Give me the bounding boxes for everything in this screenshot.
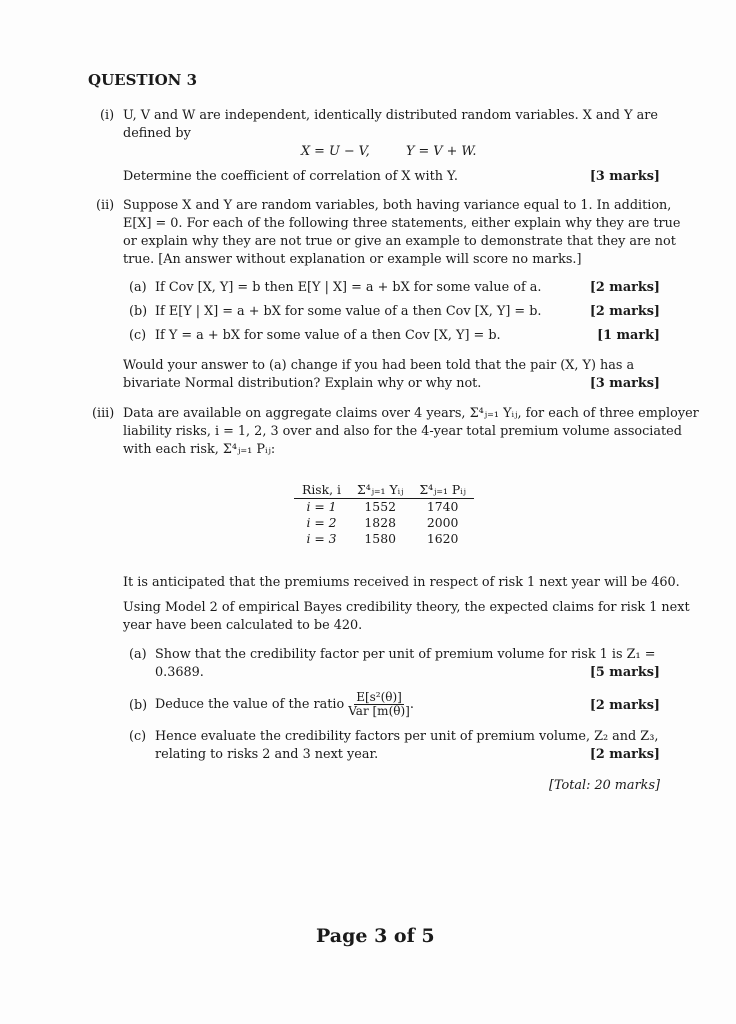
part-ii-a-text: If Cov [X, Y] = b then E[Y | X] = a + bX for some value of a. xyxy=(155,280,542,295)
table-row xyxy=(294,531,474,547)
page-number: Page 3 of 5 xyxy=(316,925,435,947)
equation-y: Y = V + W. xyxy=(406,144,477,159)
part-i-number: (i) xyxy=(100,108,115,123)
part-ii-number: (ii) xyxy=(96,198,115,213)
table-cell: i = 3 xyxy=(306,531,337,546)
table-cell: i = 1 xyxy=(306,499,337,514)
table-cell: 1552 xyxy=(364,499,396,514)
part-ii-followup-marks: [3 marks] xyxy=(589,376,660,391)
part-ii-c-marks: [1 mark] xyxy=(597,328,660,343)
part-iii-c-label: (c) xyxy=(129,729,147,744)
part-ii-line: E[X] = 0. For each of the following three statements, either explain why they are true xyxy=(123,216,681,231)
part-ii-a-label: (a) xyxy=(129,280,147,295)
question-title: QUESTION 3 xyxy=(88,71,198,89)
part-iii-number: (iii) xyxy=(92,406,115,421)
table-row xyxy=(294,499,474,516)
table-row xyxy=(294,515,474,531)
table-header: Σ⁴ⱼ₌₁ Yᵢⱼ xyxy=(349,482,411,499)
part-ii-b-text: If E[Y | X] = a + bX for some value of a then Cov [X, Y] = b. xyxy=(155,304,542,319)
part-i-line2: defined by xyxy=(123,126,191,141)
part-iii-b-text: Deduce the value of the ratio xyxy=(155,697,345,712)
part-iii-a-marks: [5 marks] xyxy=(589,665,660,680)
part-ii-line: or explain why they are not true or give an example to demonstrate that they are not xyxy=(123,234,676,249)
part-iii-para2-line1: Using Model 2 of empirical Bayes credibility theory, the expected claims for risk 1 next xyxy=(123,600,690,615)
part-ii-followup-line1: Would your answer to (a) change if you had been told that the pair (X, Y) has a xyxy=(123,358,635,373)
table-cell: 1740 xyxy=(426,499,459,514)
part-iii-para2-line2: year have been calculated to be 420. xyxy=(123,618,363,633)
fraction-numerator: E[s²(θ)] xyxy=(356,690,402,704)
table-cell: 2000 xyxy=(426,515,459,530)
part-ii-a-marks: [2 marks] xyxy=(589,280,660,295)
part-i-line1: U, V and W are independent, identically distributed random variables. X and Y are xyxy=(123,108,658,123)
part-ii-b-marks: [2 marks] xyxy=(589,304,660,319)
table-cell: 1828 xyxy=(364,515,396,530)
part-iii-c-line2: relating to risks 2 and 3 next year. xyxy=(155,747,379,762)
part-iii-c-line1: Hence evaluate the credibility factors per unit of premium volume, Z₂ and Z₃, xyxy=(155,729,659,744)
part-iii-a-line1: Show that the credibility factor per unit of premium volume for risk 1 is Z₁ = xyxy=(155,647,656,662)
ratio-fraction xyxy=(348,691,410,718)
part-i-marks: [3 marks] xyxy=(589,169,660,184)
part-iii-b-label: (b) xyxy=(129,698,148,713)
part-iii-line3: with each risk, Σ⁴ⱼ₌₁ Pᵢⱼ: xyxy=(123,442,276,457)
part-ii-b-label: (b) xyxy=(129,304,148,319)
part-iii-b-content xyxy=(155,689,414,721)
part-iii-para1: It is anticipated that the premiums received in respect of risk 1 next year will be 460. xyxy=(123,575,680,590)
part-ii-c-label: (c) xyxy=(129,328,147,343)
table-header-row xyxy=(294,482,474,499)
part-ii-followup-line2: bivariate Normal distribution? Explain why or why not. xyxy=(123,376,482,391)
table-cell: i = 2 xyxy=(306,515,337,530)
part-iii-b-marks: [2 marks] xyxy=(589,698,660,713)
table-header: Σ⁴ⱼ₌₁ Pᵢⱼ xyxy=(411,482,474,499)
equation-x: X = U − V, xyxy=(301,144,370,159)
table-cell: 1580 xyxy=(364,531,396,546)
fraction-denominator: Var [m(θ)] xyxy=(348,704,410,718)
part-iii-line2: liability risks, i = 1, 2, 3 over and also for the 4-year total premium volume associated xyxy=(123,424,682,439)
part-ii-line: Suppose X and Y are random variables, both having variance equal to 1. In addition, xyxy=(123,198,672,213)
part-ii-line: true. [An answer without explanation or example will score no marks.] xyxy=(123,252,582,267)
part-ii-c-text: If Y = a + bX for some value of a then Cov [X, Y] = b. xyxy=(155,328,501,343)
part-iii-line1: Data are available on aggregate claims over 4 years, Σ⁴ⱼ₌₁ Yᵢⱼ, for each of three employer xyxy=(123,406,699,421)
part-iii-a-label: (a) xyxy=(129,647,147,662)
fraction-tail: . xyxy=(409,697,414,712)
table-cell: 1620 xyxy=(426,531,459,546)
part-i-task: Determine the coefficient of correlation of X with Y. xyxy=(123,169,458,184)
claims-table xyxy=(294,482,474,547)
table-header: Risk, i xyxy=(294,482,349,499)
total-marks: [Total: 20 marks] xyxy=(548,778,660,793)
part-iii-a-line2: 0.3689. xyxy=(155,665,204,680)
part-iii-c-marks: [2 marks] xyxy=(589,747,660,762)
